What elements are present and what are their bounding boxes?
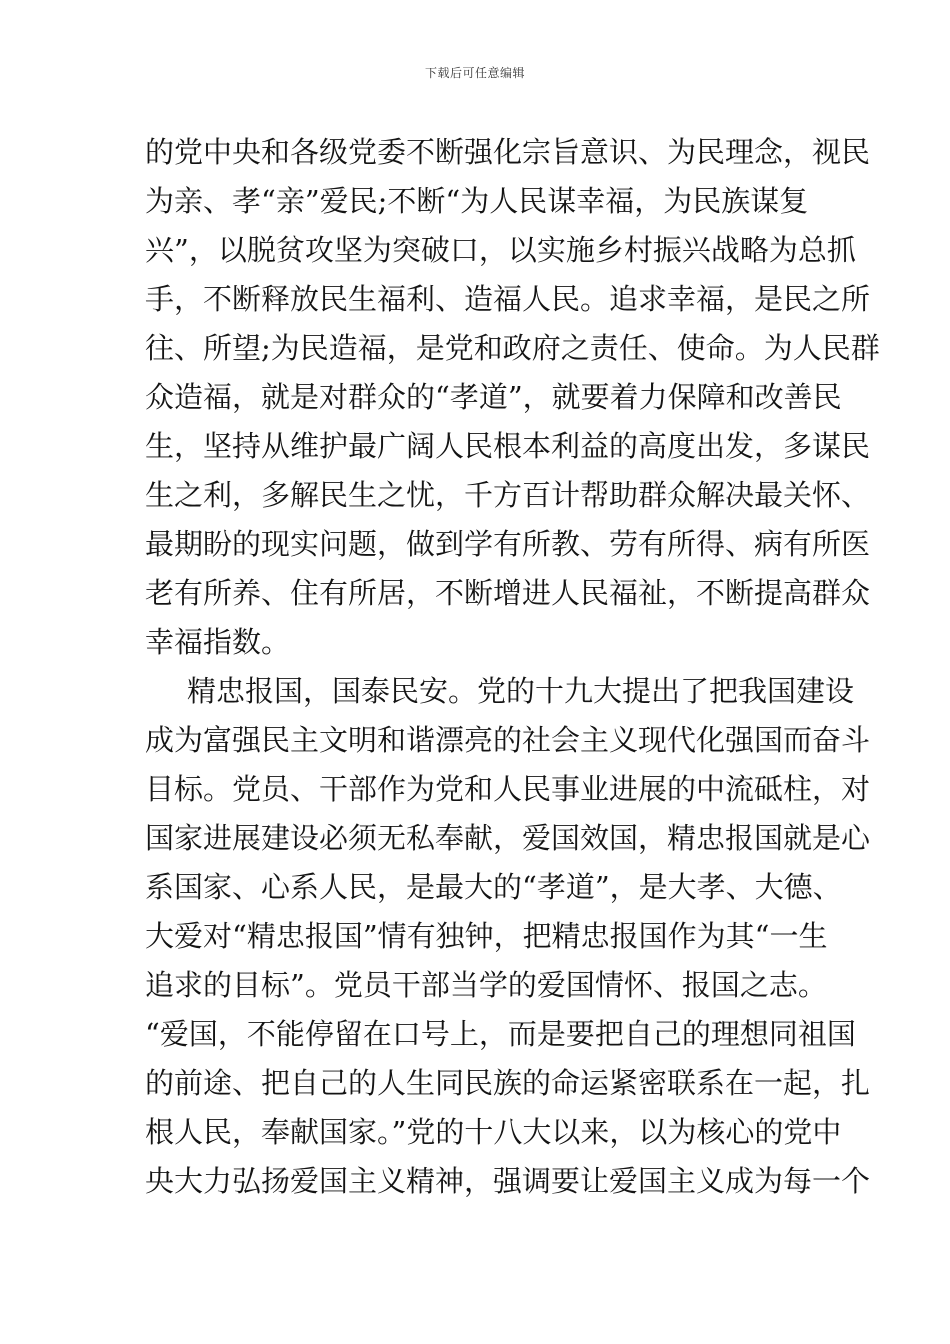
text-line: 老有所养、住有所居，不断增进人民福祉，不断提高群众: [145, 576, 871, 610]
text-line: 生，坚持从维护最广阔人民根本利益的高度出发，多谋民: [145, 429, 871, 463]
text-line: 目标。党员、干部作为党和人民事业进展的中流砥柱，对: [145, 772, 871, 806]
text-line: “爱国，不能停留在口号上，而是要把自己的理想同祖国: [145, 1017, 856, 1051]
text-line: 的前途、把自己的人生同民族的命运紧密联系在一起，扎: [145, 1066, 871, 1100]
text-line: 成为富强民主文明和谐漂亮的社会主义现代化强国而奋斗: [145, 723, 871, 757]
document-body: [145, 128, 880, 1206]
text-line: 精忠报国，国泰民安。党的十九大提出了把我国建设: [187, 674, 855, 708]
paragraph-2: [145, 667, 871, 1206]
paragraph-1: [145, 128, 880, 667]
text-line: 最期盼的现实问题，做到学有所教、劳有所得、病有所医: [145, 527, 871, 561]
text-line: 幸福指数。: [145, 625, 291, 659]
text-line: 追求的目标”。党员干部当学的爱国情怀、报国之志。: [145, 968, 827, 1002]
text-line: 国家进展建设必须无私奉献，爱国效国，精忠报国就是心: [145, 821, 871, 855]
text-line: 手，不断释放民生福利、造福人民。追求幸福，是民之所: [145, 282, 871, 316]
text-line: 众造福，就是对群众的“孝道”，就要着力保障和改善民: [145, 380, 842, 414]
text-line: 往、所望;为民造福，是党和政府之责任、使命。为人民群: [145, 331, 880, 365]
text-line: 为亲、孝“亲”爱民;不断“为人民谋幸福，为民族谋复: [145, 184, 809, 218]
page-header: 下载后可任意编辑: [424, 66, 525, 80]
text-line: 大爱对“精忠报国”情有独钟，把精忠报国作为其“一生: [145, 919, 828, 953]
text-line: 兴”，以脱贫攻坚为突破口，以实施乡村振兴战略为总抓: [145, 233, 856, 267]
text-line: 央大力弘扬爱国主义精神，强调要让爱国主义成为每一个: [145, 1164, 871, 1198]
text-line: 根人民，奉献国家。”党的十八大以来，以为核心的党中: [145, 1115, 842, 1149]
text-line: 生之利，多解民生之忧，千方百计帮助群众解决最关怀、: [145, 478, 871, 512]
text-line: 的党中央和各级党委不断强化宗旨意识、为民理念，视民: [145, 135, 871, 169]
text-line: 系国家、心系人民，是最大的“孝道”，是大孝、大德、: [145, 870, 842, 904]
